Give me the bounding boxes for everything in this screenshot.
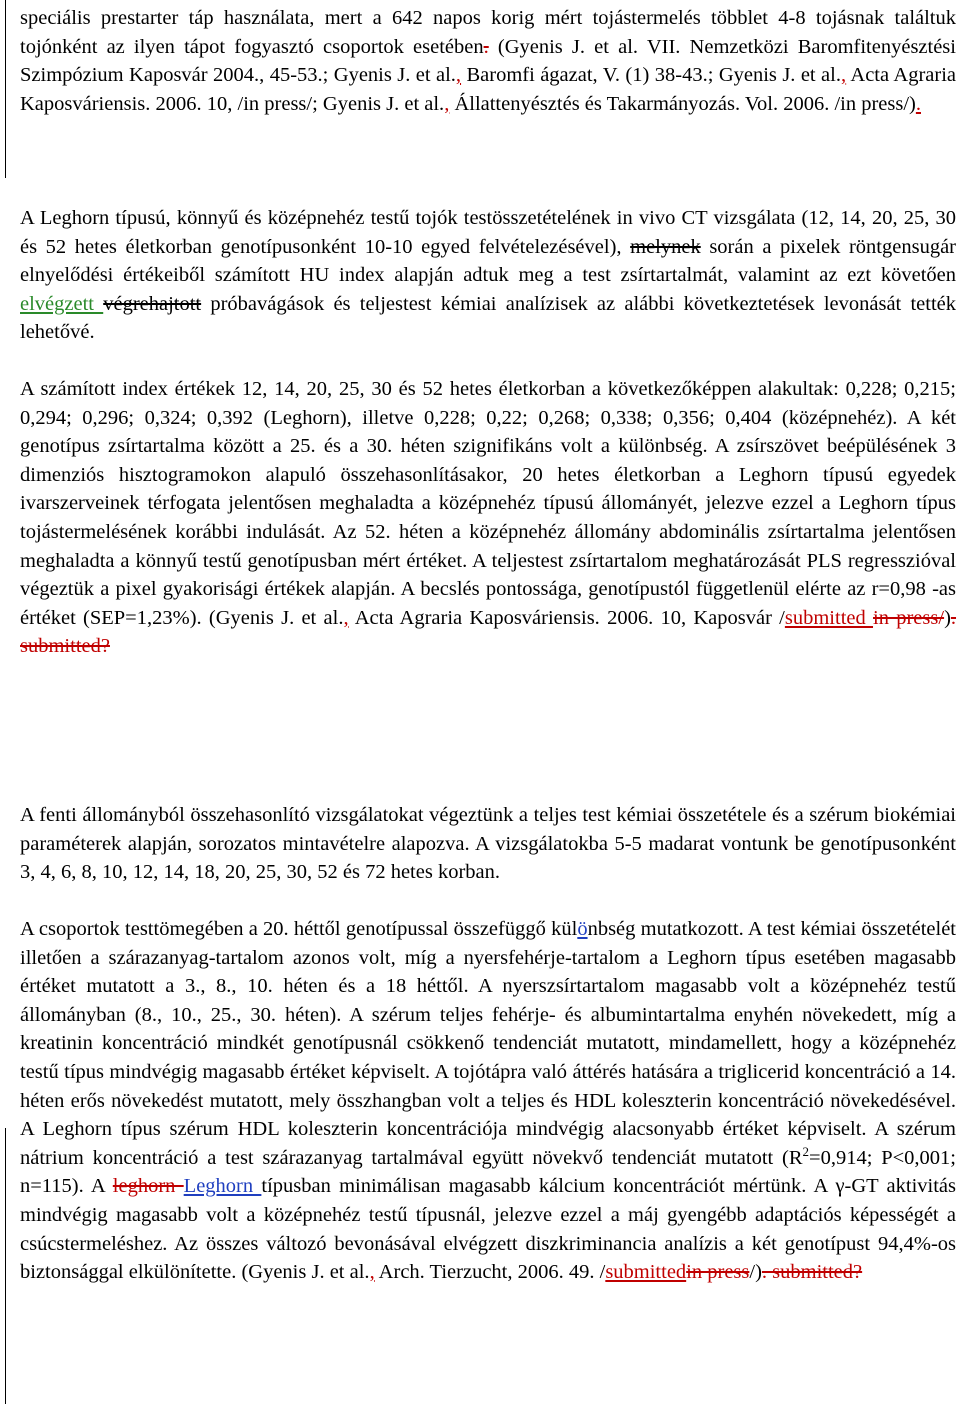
text: speciális prestarter táp használata, mert a 642 napos korig mért tojástermelés többlet 4-8 tojásnak találtuk tojónként az ilyen tápot fogyasztó csoportok esetében <box>20 7 956 58</box>
inserted-text: . <box>915 92 921 115</box>
text: ) <box>944 606 951 629</box>
inserted-text: , <box>444 92 450 115</box>
inserted-text: , <box>369 1261 375 1284</box>
change-bar-bottom <box>5 1128 6 1404</box>
text: próbavágások és teljestest kémiai analízisek az alábbi következtetések levonását tették lehetővé. <box>20 292 957 344</box>
text: típusban minimálisan magasabb kálcium koncentrációt mértünk. A γ-GT aktivitás mindvégig magasabb volt a középnehéz testű típusnál, jelezve ezzel a máj gyengébb adaptációs képességét a csúcstermeléshez. Az összes változó bevonásával elvégzett diszkriminancia analízis a két genotípust 94,4%-os biztonsággal elkülönítette. (Gyenis J. et al. <box>20 1175 957 1284</box>
text: A fenti állományból összehasonlító vizsgálatokat végeztünk a teljes test kémiai összetétele és a szérum biokémiai paraméterek alapján, sorozatos mintavételre alapozva. A vizsgálatokba 5-5 madarat vontunk be genotípusonként 3, 4, 6, 8, 10, 12, 14, 18, 20, 25, 30, 52 és 72 hetes korban. <box>20 804 956 884</box>
paragraph-ct-study <box>20 204 956 347</box>
text: nbség mutatkozott. A test kémiai összetételét illetően a szárazanyag-tartalom azonos volt, míg a nyersfehérje-tartalom a Leghorn típus esetében magasabb értéket mutatott a 3., 8., 10. héten és a 18 héttől. A nyerszsírtartalom magasabb volt a középnehéz testű állományban (8., 10., 25., 30. héten). A szérum teljes fehérje- és albumintartalma enyhén növekedett, míg a kreatinin koncentráció mindkét genotípusnál csökkenő tendenciát mutatott, mindamellett, hogy a középnehéz testű típus mindvégig magasabb értéket képviselt. A tojótápra való áttérés hatására a triglicerid koncentráció a 14. héten erős növekedést mutatott, mely összhangban volt a teljes és HDL koleszterin koncentráció növekedésével. A Leghorn típus szérum HDL koleszterin koncentrációja mindvégig alacsonyabb értéket képviselt. A szérum nátrium koncentráció a test szárazanyag tartalmával együtt növekvő tendenciát mutatott (R <box>20 918 956 1169</box>
inserted-text: elvégzett <box>20 292 104 315</box>
paragraph-references-1 <box>20 4 956 118</box>
text: A csoportok testtömegében a 20. héttől genotípussal összefüggő kül <box>20 918 578 940</box>
deleted-text: . <box>483 35 489 58</box>
deleted-text: in press/ <box>873 606 945 629</box>
inserted-text: submitted <box>784 606 874 629</box>
text: Arch. Tierzucht, 2006. 49. / <box>374 1261 606 1284</box>
change-bar-top <box>5 0 6 178</box>
inserted-text: ö <box>577 918 588 940</box>
paragraph-index-values <box>20 375 956 661</box>
inserted-text: , <box>455 64 462 87</box>
text: során a pixelek röntgensugár elnyelődési értékeiből számított HU index alapján adtuk meg a test zsírtartalmát, valamint az ezt követően <box>20 235 957 287</box>
superscript: 2 <box>802 1143 810 1159</box>
text: Baromfi ágazat, V. (1) 38-43.; Gyenis J. et al. <box>461 64 841 87</box>
inserted-text: , <box>343 606 349 629</box>
deleted-text: . submitted? <box>20 606 957 658</box>
text: Acta Agraria Kaposváriensis. 2006. 10, Kaposvár / <box>348 606 785 629</box>
deleted-text: . submitted? <box>761 1261 863 1284</box>
text: Acta Agraria Kaposváriensis. 2006. 10, /in press/; Gyenis J. et al. <box>20 64 956 115</box>
text: Állattenyésztés és Takarmányozás. Vol. 2006. /in press/) <box>449 92 916 115</box>
deleted-text: melynek <box>630 235 701 258</box>
deleted-text: végrehajtott <box>103 292 202 315</box>
inserted-text: , <box>840 64 847 87</box>
paragraph-results <box>20 915 956 1287</box>
inserted-text: submitted <box>605 1261 687 1284</box>
text: A számított index értékek 12, 14, 20, 25, 30 és 52 hetes életkorban a következőképpen alakultak: 0,228; 0,215; 0,294; 0,296; 0,324; 0,392 (Leghorn), illetve 0,228; 0,22; 0,268; 0,338; 0,356; 0,404 (középnehéz). A két genotípus zsírtartalma között a 25. és a 30. héten szignifikáns volt a különbség. A zsírszövet beépülésének 3 dimenziós hisztogramokon alapuló összehasonlításakor, 20 hetes életkorban a Leghorn típusú egyedek ivarszerveinek térfogata jelentősen meghaladta a középnehéz típusú állományét, jelezve ezzel a Leghorn típus tojástermelésének korábbi indulását. Az 52. héten a középnehéz állomány abdominális zsírtartalma jelentősen meghaladta a könnyű testű genotípusban mért értéket. A teljestest zsírtartalom meghatározását PLS regresszióval végeztük a pixel gyakorisági értékek alapján. A becslés pontossága, genotípustól függetlenül elérte az r=0,98 -as értéket (SEP=1,23%). (Gyenis J. et al. <box>20 378 956 629</box>
text: /) <box>749 1261 762 1284</box>
text: (Gyenis J. et al. VII. Nemzetközi Baromfitenyésztési Szimpózium Kaposvár 2004., 45-53.; Gyenis J. et al. <box>20 35 956 87</box>
paragraph-comparative-studies <box>20 801 956 887</box>
inserted-text: Leghorn <box>183 1175 262 1198</box>
text: A Leghorn típusú, könnyű és középnehéz testű tojók testösszetételének in vivo CT vizsgálata (12, 14, 20, 25, 30 és 52 hetes életkorban genotípusonként 10-10 egyed felvételezésével), <box>20 207 956 258</box>
deleted-text: in press <box>686 1261 750 1284</box>
deleted-text: leghorn <box>112 1175 184 1198</box>
text: =0,914; P<0,001; n=115). A <box>20 1146 957 1198</box>
